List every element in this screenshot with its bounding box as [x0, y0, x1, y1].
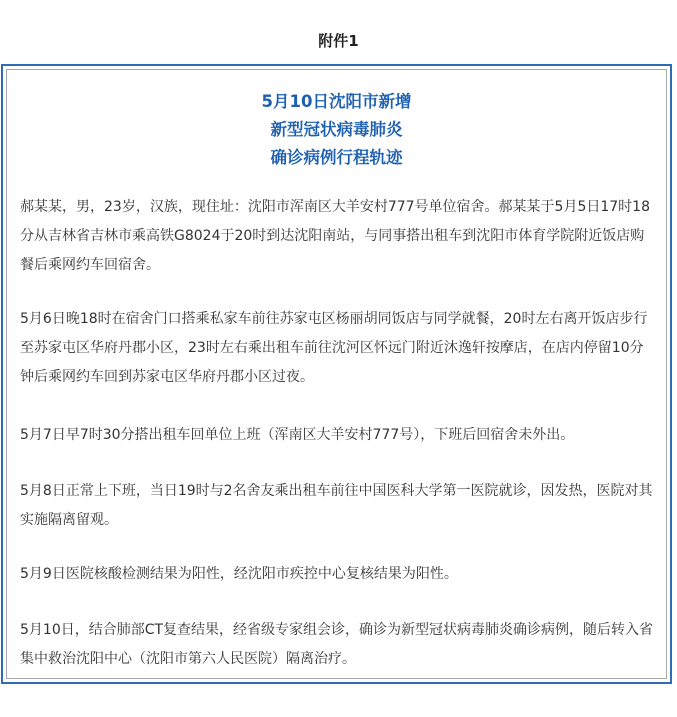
title-line-1: 5月10日沈阳市新增: [261, 92, 412, 111]
paragraph-may-8: 5月8日正常上下班，当日19时与2名舍友乘出租车前往中国医科大学第一医院就诊，因发热，医院对其实施隔离留观。: [20, 483, 653, 528]
paragraph-may-9: 5月9日医院核酸检测结果为阳性，经沈阳市疾控中心复核结果为阳性。: [20, 566, 458, 582]
paragraph-may-6: 5月6日晚18时在宿舍门口搭乘私家车前往苏家屯区杨丽胡同饭店与同学就餐，20时左右离开饭店步行至苏家屯区华府丹郡小区，23时左右乘出租车前往沈河区怀远门附近沐逸轩按摩店，在店内停留10分钟后乘网约车回到苏家屯区华府丹郡小区过夜。: [20, 311, 648, 385]
title-line-3: 确诊病例行程轨迹: [270, 148, 403, 167]
paragraph-may-10: 5月10日，结合肺部CT复查结果，经省级专家组会诊，确诊为新型冠状病毒肺炎确诊病例，随后转入省集中救治沈阳中心（沈阳市第六人民医院）隔离治疗。: [20, 622, 654, 667]
content-frame-inner: [6, 69, 667, 679]
page-title: [7, 88, 666, 172]
paragraph-may-7: 5月7日早7时30分搭出租车回单位上班（浑南区大羊安村777号），下班后回宿舍未外出。: [20, 427, 575, 443]
content-frame: [1, 64, 672, 684]
paragraph-case-info: 郝某某，男，23岁，汉族，现住址：沈阳市浑南区大羊安村777号单位宿舍。郝某某于5月5日17时18分从吉林省吉林市乘高铁G8024于20时到达沈阳南站，与同事搭出租车到沈阳市体育学院附近饭店购餐后乘网约车回宿舍。: [20, 199, 650, 273]
attachment-label: 附件1: [318, 32, 359, 50]
title-line-2: 新型冠状病毒肺炎: [270, 120, 403, 139]
